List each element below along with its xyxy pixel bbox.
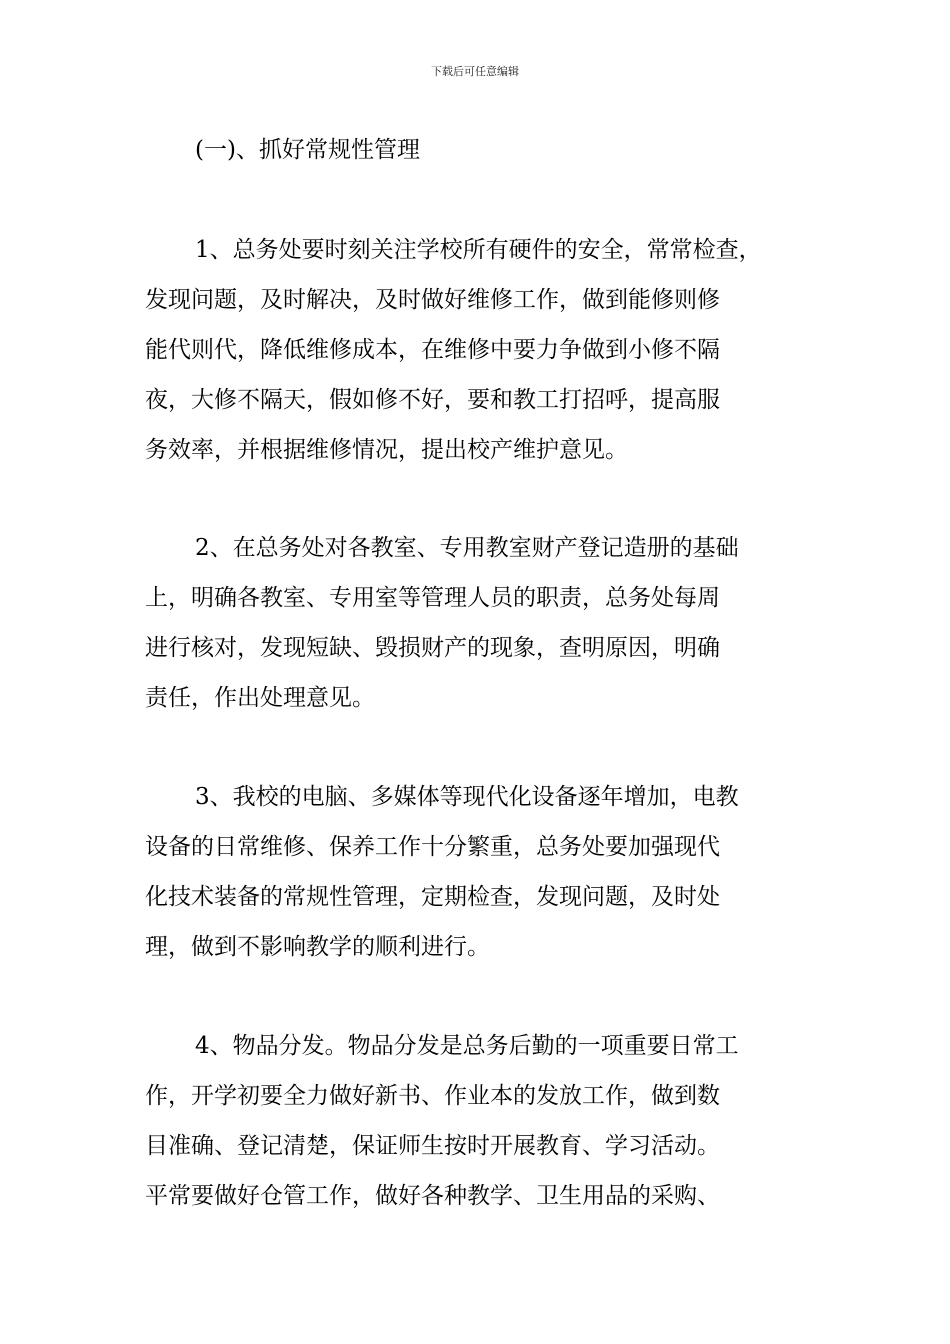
paragraph-3 bbox=[145, 772, 835, 972]
paragraph-line: 发现问题，及时解决，及时做好维修工作，做到能修则修 bbox=[145, 287, 720, 313]
page-header: 下载后可任意编辑 bbox=[431, 65, 519, 78]
paragraph-line: 责任，作出处理意见。 bbox=[145, 685, 375, 711]
paragraph-line: 进行核对，发现短缺、毁损财产的现象，查明原因，明确 bbox=[145, 635, 720, 661]
paragraph-line: 3、我校的电脑、多媒体等现代化设备逐年增加，电教 bbox=[195, 784, 739, 810]
paragraph-line: 理，做到不影响教学的顺利进行。 bbox=[145, 934, 490, 960]
paragraph-line: 化技术装备的常规性管理，定期检查，发现问题，及时处 bbox=[145, 884, 720, 910]
paragraph-line: 平常要做好仓管工作，做好各种教学、卫生用品的采购、 bbox=[145, 1183, 720, 1209]
paragraph-line: 目准确、登记清楚，保证师生按时开展教育、学习活动。 bbox=[145, 1133, 720, 1159]
paragraph-1 bbox=[145, 225, 835, 475]
paragraph-4 bbox=[145, 1021, 835, 1221]
paragraph-line: 夜，大修不隔天，假如修不好，要和教工打招呼，提高服 bbox=[145, 387, 720, 413]
section-heading: (一)、抓好常规性管理 bbox=[195, 137, 420, 163]
paragraph-line: 能代则代，降低维修成本，在维修中要力争做到小修不隔 bbox=[145, 337, 720, 363]
paragraph-line: 4、物品分发。物品分发是总务后勤的一项重要日常工 bbox=[195, 1033, 739, 1059]
paragraph-line: 作，开学初要全力做好新书、作业本的发放工作，做到数 bbox=[145, 1083, 720, 1109]
paragraph-line: 务效率，并根据维修情况，提出校产维护意见。 bbox=[145, 437, 628, 463]
paragraph-line: 设备的日常维修、保养工作十分繁重，总务处要加强现代 bbox=[145, 834, 720, 860]
paragraph-line: 2、在总务处对各教室、专用教室财产登记造册的基础 bbox=[195, 535, 739, 561]
paragraph-2 bbox=[145, 523, 835, 723]
paragraph-line: 上，明确各教室、专用室等管理人员的职责，总务处每周 bbox=[145, 585, 720, 611]
paragraph-line: 1、总务处要时刻关注学校所有硬件的安全，常常检查， bbox=[195, 237, 762, 263]
